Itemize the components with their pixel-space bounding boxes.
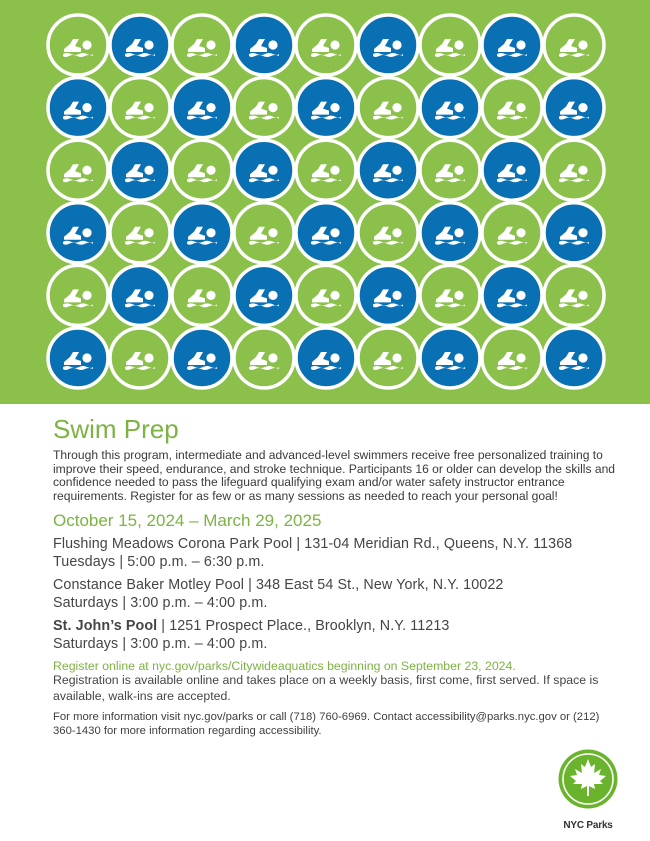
swimmer-circle [110,78,170,138]
swimmer-circle [544,78,604,138]
swimmer-circle [296,78,356,138]
swimmer-circle [234,328,294,388]
swimmer-circle [358,140,418,200]
program-description: Through this program, intermediate and advanced-level swimmers receive free personalized training to improve their speed, endurance, and stroke technique. Participants 16 or older can develop the skills and confidence needed to pass the lifeguard qualifying exam and/or water safety instructor entrance requirements. Register for as few or as many sessions as needed to reach your personal goal! [53,448,616,503]
location-name: Flushing Meadows Corona Park Pool [53,536,293,553]
location-schedule: Saturdays | 3:00 p.m. – 4:00 p.m. [53,635,268,652]
logo-text: NYC Parks [563,820,613,831]
swimmer-circle [420,203,480,263]
swimmer-circle [296,265,356,325]
swimmer-circle [358,78,418,138]
swimmer-circle [420,15,480,75]
location-address: | 348 East 54 St., New York, N.Y. 10022 [244,577,504,594]
location-name: St. John’s Pool [53,618,158,635]
page-title: Swim Prep [53,414,179,444]
swimmer-circle [544,328,604,388]
swimmer-circle [482,15,542,75]
swimmer-circle [296,140,356,200]
swimmer-circle [172,203,232,263]
registration-note: Registration is available online and takes place on a weekly basis, first come, first served. If space is available, walk-ins are accepted. [53,673,599,703]
swimmer-circle [234,140,294,200]
swimmer-circle [234,203,294,263]
swimmer-circle [482,328,542,388]
location-name: Constance Baker Motley Pool [53,577,245,594]
swimmer-banner [0,0,650,404]
location-schedule: Saturdays | 3:00 p.m. – 4:00 p.m. [53,594,268,611]
swimmer-circle [110,203,170,263]
swimmer-circle [48,328,108,388]
swimmer-circle [172,15,232,75]
location-st-johns [53,618,623,653]
registration-online: Register online at nyc.gov/parks/Citywideaquatics beginning on September 23, 2024. [53,659,516,674]
swimmer-circle [544,15,604,75]
swimmer-circle [358,328,418,388]
swimmer-circle [358,15,418,75]
swimmer-circle [48,78,108,138]
nyc-parks-logo [555,748,621,831]
flyer-content [53,414,623,738]
program-dates: October 15, 2024 – March 29, 2025 [53,511,322,531]
swimmer-circle [172,328,232,388]
swimmer-circle [482,78,542,138]
location-schedule: Tuesdays | 5:00 p.m. – 6:30 p.m. [53,553,265,570]
swimmer-circle [420,328,480,388]
swimmer-circle [482,265,542,325]
swimmer-circle [482,140,542,200]
swimmer-circle [234,15,294,75]
swimmer-circle [48,15,108,75]
swimmer-circle [296,203,356,263]
swimmer-circle [48,203,108,263]
location-flushing-meadows [53,536,623,571]
swimmer-circle [172,265,232,325]
swimmer-circle [48,140,108,200]
swimmer-circle [420,78,480,138]
location-address: | 1251 Prospect Place., Brooklyn, N.Y. 11213 [157,618,450,635]
location-constance-baker-motley [53,577,623,612]
swimmer-circle [544,140,604,200]
swimmer-circle [110,328,170,388]
swimmer-circle [482,203,542,263]
swimmer-circle [234,265,294,325]
swimmer-circle [420,140,480,200]
swimmer-circle [296,15,356,75]
location-address: | 131-04 Meridian Rd., Queens, N.Y. 11368 [292,536,573,553]
swimmer-circle [544,203,604,263]
swimmer-circle [358,203,418,263]
swimmer-grid [0,0,650,404]
swimmer-circle [234,78,294,138]
swimmer-circle [48,265,108,325]
swimmer-circle [110,15,170,75]
swimmer-circle [110,265,170,325]
swimmer-circle [172,78,232,138]
swimmer-circle [420,265,480,325]
swimmer-circle [296,328,356,388]
contact-info: For more information visit nyc.gov/parks or call (718) 760-6969. Contact accessibility@parks.nyc.gov or (212) 360-1430 for more information regarding accessibility. [53,711,600,738]
swimmer-circle [544,265,604,325]
swimmer-circle [110,140,170,200]
maple-leaf-icon [557,748,619,810]
swimmer-circle [172,140,232,200]
swimmer-circle [358,265,418,325]
